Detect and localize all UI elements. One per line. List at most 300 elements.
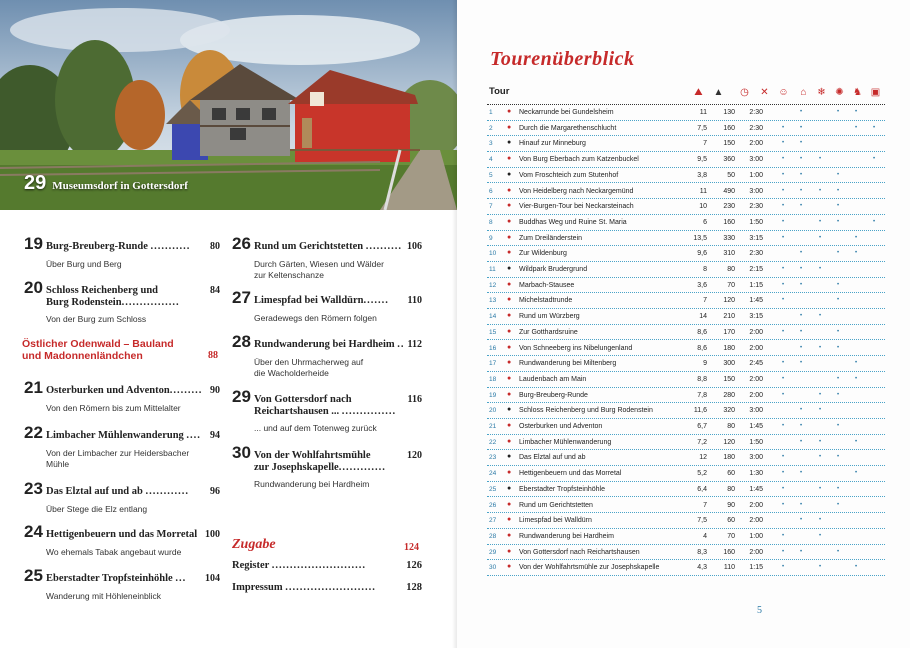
tour-number: 18 <box>489 375 497 383</box>
toc-subtitle: Wo ehemals Tabak angebaut wurde <box>46 547 182 557</box>
tour-name: Zum Dreiländerstein <box>519 234 583 242</box>
tour-name: Von Schneeberg ins Nibelungenland <box>519 344 633 352</box>
tour-row[interactable] <box>487 419 885 435</box>
feature-marker: • <box>819 156 822 163</box>
tour-row[interactable] <box>487 513 885 529</box>
toc-page: 90 <box>210 385 220 396</box>
feature-marker: • <box>800 407 803 414</box>
feature-marker: • <box>837 297 840 304</box>
feature-marker: • <box>800 328 803 335</box>
feature-marker: • <box>782 564 785 571</box>
tour-duration: 3:00 <box>749 407 763 415</box>
appendix-impressum[interactable]: Impressum ......................... 128 <box>232 582 422 593</box>
tour-number: 2 <box>489 124 493 132</box>
tour-elevation: 70 <box>727 532 735 540</box>
toc-number: 25 <box>24 566 43 585</box>
feature-marker: • <box>782 485 785 492</box>
tour-name: Buddhas Weg und Ruine St. Maria <box>519 218 627 226</box>
difficulty-bullet: ● <box>507 155 512 163</box>
difficulty-bullet: ● <box>507 359 512 367</box>
tour-duration: 2:00 <box>749 517 763 525</box>
tour-elevation: 60 <box>727 517 735 525</box>
tour-elevation: 160 <box>723 218 735 226</box>
feature-marker: • <box>819 407 822 414</box>
tour-distance: 7,2 <box>697 438 707 446</box>
tour-row[interactable] <box>487 529 885 545</box>
toc-title: Das Elztal auf und ab ............ <box>46 486 189 497</box>
toc-number: 26 <box>232 234 251 253</box>
tour-number: 26 <box>489 501 497 509</box>
feature-marker: • <box>837 218 840 225</box>
toc-subtitle: Durch Gärten, Wiesen und Wälder zur Keltenschanze <box>254 259 384 280</box>
feature-marker: • <box>800 313 803 320</box>
tour-duration: 2:00 <box>749 391 763 399</box>
tour-row[interactable] <box>487 498 885 514</box>
toc-page: 106 <box>407 241 422 252</box>
tour-number: 5 <box>489 171 493 179</box>
toc-entry-26[interactable] <box>232 234 422 281</box>
tour-duration: 1:30 <box>749 470 763 478</box>
feature-marker: • <box>855 438 858 445</box>
photo-caption <box>24 172 188 195</box>
tour-duration: 3:15 <box>749 313 763 321</box>
toc-entry-27[interactable] <box>232 288 422 324</box>
tour-row[interactable] <box>487 262 885 278</box>
tour-number: 30 <box>489 564 497 572</box>
difficulty-bullet: ● <box>507 500 512 508</box>
toc-entry-19[interactable] <box>24 234 220 270</box>
tour-distance: 3,6 <box>697 281 707 289</box>
tour-distance: 9,5 <box>697 156 707 164</box>
tour-row[interactable] <box>487 450 885 466</box>
feature-marker: • <box>800 423 803 429</box>
tour-row[interactable] <box>487 560 885 576</box>
toc-page: 84 <box>210 285 220 296</box>
tour-name: Eberstadter Tropfsteinhöhle <box>519 485 605 493</box>
feature-marker: • <box>800 124 803 131</box>
photo-tour-number: 29 <box>24 172 47 194</box>
feature-marker: • <box>782 140 785 147</box>
feature-marker: • <box>837 454 840 461</box>
difficulty-bullet: ● <box>507 249 512 257</box>
tour-elevation: 300 <box>723 360 735 368</box>
feature-marker: • <box>819 391 822 398</box>
tour-number: 19 <box>489 391 497 399</box>
difficulty-bullet: ● <box>507 390 512 398</box>
toc-page: 80 <box>210 241 220 252</box>
toc-subtitle: ... und auf dem Totenweg zurück <box>254 423 377 433</box>
toc-subtitle: Rundwanderung bei Hardheim <box>254 479 370 489</box>
section-heading: Östlicher Odenwald – Bauland und Madonnenländchen 88 <box>22 338 218 362</box>
tour-row[interactable] <box>487 293 885 309</box>
feature-marker: • <box>800 470 803 477</box>
feature-marker: • <box>873 124 876 131</box>
difficulty-bullet: ● <box>507 343 512 351</box>
feature-marker: • <box>800 266 803 272</box>
tour-number: 17 <box>489 360 497 368</box>
toc-number: 24 <box>24 522 43 541</box>
feature-marker: • <box>855 470 858 477</box>
tour-distance: 8,3 <box>697 548 707 556</box>
tour-duration: 1:45 <box>749 297 763 305</box>
tour-duration: 2:30 <box>749 109 763 116</box>
tour-duration: 3:15 <box>749 234 763 242</box>
feature-marker: • <box>819 218 822 225</box>
feature-marker: • <box>782 328 785 335</box>
tour-duration: 2:45 <box>749 360 763 368</box>
tour-distance: 9 <box>703 360 707 368</box>
tour-number: 13 <box>489 297 497 305</box>
tour-column-label: Tour <box>489 86 510 97</box>
tour-number: 3 <box>489 140 493 148</box>
toc-subtitle: Von der Burg zum Schloss <box>46 314 147 324</box>
tour-number: 12 <box>489 281 497 289</box>
tour-name: Hinauf zur Minneburg <box>519 140 586 148</box>
tour-number: 4 <box>489 156 493 164</box>
tour-name: Rundwanderung bei Miltenberg <box>519 360 617 368</box>
difficulty-bullet: ● <box>507 469 512 477</box>
tour-number: 28 <box>489 532 497 540</box>
tour-name: Vier-Burgen-Tour bei Neckarsteinach <box>519 203 634 211</box>
feature-marker: • <box>782 124 785 131</box>
feature-marker: • <box>800 203 803 210</box>
tour-elevation: 150 <box>723 140 735 148</box>
feature-marker: • <box>837 187 840 194</box>
tour-duration: 2:00 <box>749 501 763 509</box>
tour-name: Rund um Gerichtstetten <box>519 501 593 509</box>
horse-icon: ♞ <box>853 86 862 98</box>
tour-duration: 2:15 <box>749 266 763 273</box>
tour-elevation: 160 <box>723 124 735 132</box>
feature-marker: • <box>855 109 858 115</box>
tour-name: Neckarrunde bei Gundelsheim <box>519 109 614 116</box>
photo-caption-text: Museumsdorf in Gottersdorf <box>52 180 188 192</box>
feature-marker: • <box>800 109 803 115</box>
tour-elevation: 170 <box>723 328 735 336</box>
toc-subtitle: Geradewegs den Römern folgen <box>254 313 377 323</box>
feature-marker: • <box>819 344 822 351</box>
tour-distance: 6,7 <box>697 423 707 430</box>
tour-row[interactable] <box>487 341 885 357</box>
tour-number: 7 <box>489 203 493 211</box>
tour-elevation: 90 <box>727 501 735 509</box>
toc-page: 112 <box>407 339 422 350</box>
tour-name: Zur Wildenburg <box>519 250 567 258</box>
feature-marker: • <box>873 218 876 225</box>
toc-entry-28[interactable] <box>232 332 422 379</box>
tour-distance: 12 <box>699 454 707 462</box>
toc-number: 29 <box>232 387 251 406</box>
tour-name: Rund um Würzberg <box>519 313 580 321</box>
tour-duration: 1:15 <box>749 281 763 289</box>
tour-elevation: 120 <box>723 438 735 446</box>
feature-marker: • <box>837 281 840 288</box>
zugabe-heading: Zugabe <box>232 537 276 552</box>
feature-marker: • <box>800 438 803 445</box>
zugabe-page: 124 <box>404 542 419 553</box>
tour-elevation: 280 <box>723 391 735 399</box>
tour-row[interactable] <box>487 184 885 200</box>
tour-duration: 3:00 <box>749 156 763 164</box>
difficulty-bullet: ● <box>507 422 512 429</box>
tour-distance: 11,6 <box>693 407 707 415</box>
toc-subtitle: Über Burg und Berg <box>46 259 122 269</box>
feature-marker: • <box>782 203 785 210</box>
feature-marker: • <box>782 218 785 225</box>
tour-duration: 1:45 <box>749 485 763 493</box>
toc-page: 104 <box>205 573 220 584</box>
tour-row[interactable] <box>487 121 885 137</box>
feature-marker: • <box>837 423 840 429</box>
feature-marker: • <box>782 234 785 241</box>
tour-number: 1 <box>489 109 493 116</box>
tour-distance: 13,5 <box>693 234 707 242</box>
tour-row[interactable] <box>487 199 885 215</box>
tour-elevation: 330 <box>723 234 735 242</box>
tour-distance: 8,6 <box>697 328 707 336</box>
toc-title: Schloss Reichenberg und Burg Rodenstein................ <box>46 285 180 308</box>
difficulty-bullet: ● <box>507 170 512 178</box>
bus-icon: ▣ <box>870 86 881 98</box>
tour-name: Von Gottersdorf nach Reichartshausen <box>519 548 640 556</box>
toc-number: 22 <box>24 423 43 442</box>
toc-number: 30 <box>232 443 251 462</box>
tour-distance: 7,8 <box>697 391 707 399</box>
tour-distance: 7,5 <box>697 124 707 132</box>
toc-number: 19 <box>24 234 43 253</box>
tour-distance: 4,3 <box>697 564 707 572</box>
tour-number: 15 <box>489 328 497 336</box>
difficulty-bullet: ● <box>507 312 512 320</box>
difficulty-bullet: ● <box>507 484 512 492</box>
museum-icon: ⌂ <box>800 86 807 98</box>
toc-title: Rundwanderung bei Hardheim .. <box>254 339 405 350</box>
toc-title: Limespfad bei Walldürn....... <box>254 295 389 306</box>
toc-number: 27 <box>232 288 251 307</box>
toc-subtitle: Von den Römern bis zum Mittelalter <box>46 403 181 413</box>
feature-marker: • <box>800 548 803 555</box>
feature-marker: • <box>837 391 840 398</box>
tour-elevation: 80 <box>727 423 735 430</box>
tour-row[interactable] <box>487 545 885 561</box>
feature-marker: • <box>837 328 840 335</box>
tour-elevation: 110 <box>723 564 735 572</box>
tour-elevation: 80 <box>727 485 735 493</box>
tour-elevation: 210 <box>723 313 735 321</box>
tour-name: Wildpark Brudergrund <box>519 266 588 273</box>
tour-number: 8 <box>489 218 493 226</box>
toc-entry-20[interactable] <box>24 278 220 325</box>
tour-row[interactable] <box>487 482 885 498</box>
tour-number: 6 <box>489 187 493 195</box>
tour-row[interactable] <box>487 168 885 184</box>
toc-entry-30[interactable] <box>232 443 422 490</box>
toc-entry-21[interactable] <box>24 378 220 414</box>
appendix-register[interactable]: Register .......................... 126 <box>232 560 422 571</box>
toc-title: Eberstadter Tropfsteinhöhle ... <box>46 573 187 584</box>
tour-duration: 1:50 <box>749 438 763 446</box>
tour-row[interactable] <box>487 152 885 168</box>
tour-elevation: 70 <box>727 281 735 289</box>
toc-entry-25[interactable] <box>24 566 220 602</box>
tour-elevation: 150 <box>723 375 735 383</box>
feature-marker: • <box>837 375 840 382</box>
village-photo <box>0 0 457 210</box>
difficulty-bullet: ● <box>507 217 512 225</box>
feature-marker: • <box>782 423 785 429</box>
feature-marker: • <box>819 266 822 272</box>
toc-page: 116 <box>407 394 422 405</box>
feature-marker: • <box>837 501 840 508</box>
tour-duration: 1:50 <box>749 218 763 226</box>
tour-row[interactable] <box>487 105 885 121</box>
difficulty-bullet: ● <box>507 453 512 461</box>
tour-name: Schloss Reichenberg und Burg Rodenstein <box>519 407 653 415</box>
feature-marker: • <box>800 250 803 257</box>
tour-elevation: 120 <box>723 297 735 305</box>
tour-name: Rundwanderung bei Hardheim <box>519 532 614 540</box>
tour-number: 14 <box>489 313 497 321</box>
tour-duration: 3:00 <box>749 187 763 195</box>
tour-distance: 5,2 <box>697 470 707 478</box>
toc-entry-24[interactable] <box>24 522 220 558</box>
tour-row[interactable] <box>487 356 885 372</box>
tour-row[interactable] <box>487 215 885 231</box>
feature-marker: • <box>782 548 785 555</box>
tour-number: 10 <box>489 250 497 258</box>
feature-marker: • <box>819 313 822 320</box>
tour-distance: 14 <box>699 313 707 321</box>
tour-distance: 11 <box>699 187 707 195</box>
toc-number: 21 <box>24 378 43 397</box>
tour-elevation: 360 <box>723 156 735 164</box>
smiley-icon: ☺ <box>778 86 789 98</box>
tour-duration: 2:30 <box>749 203 763 211</box>
difficulty-bullet: ● <box>507 406 512 414</box>
tour-name: Das Elztal auf und ab <box>519 454 586 462</box>
toc-title: Limbacher Mühlenwanderung .... <box>46 430 201 441</box>
feature-marker: • <box>855 375 858 382</box>
tour-elevation: 310 <box>723 250 735 258</box>
tour-number: 11 <box>489 266 496 273</box>
difficulty-bullet: ● <box>507 563 512 571</box>
feature-marker: • <box>800 501 803 508</box>
feature-marker: • <box>837 250 840 257</box>
tour-row[interactable] <box>487 435 885 451</box>
tour-number: 24 <box>489 470 497 478</box>
feature-marker: • <box>873 156 876 163</box>
tour-row[interactable] <box>487 278 885 294</box>
tour-name: Limespfad bei Walldürn <box>519 517 592 525</box>
difficulty-bullet: ● <box>507 296 512 304</box>
hiker-icon: ⛰ <box>694 86 703 98</box>
feature-marker: • <box>782 266 785 272</box>
section-page: 88 <box>208 350 218 361</box>
feature-marker: • <box>782 281 785 288</box>
tour-elevation: 490 <box>723 187 735 195</box>
difficulty-bullet: ● <box>507 437 512 445</box>
feature-marker: • <box>855 564 858 571</box>
tour-duration: 2:30 <box>749 124 763 132</box>
tour-elevation: 320 <box>723 407 735 415</box>
tour-duration: 2:00 <box>749 140 763 148</box>
tour-duration: 1:00 <box>749 171 763 179</box>
tour-row[interactable] <box>487 246 885 262</box>
tour-row[interactable] <box>487 372 885 388</box>
tour-name: Von Burg Eberbach zum Katzenbuckel <box>519 156 639 164</box>
tour-row[interactable] <box>487 325 885 341</box>
feature-marker: • <box>819 454 822 461</box>
tour-name: Zur Gotthardsruine <box>519 328 578 336</box>
toc-number: 28 <box>232 332 251 351</box>
tour-row[interactable] <box>487 466 885 482</box>
tour-distance: 3,8 <box>697 171 707 179</box>
feature-marker: • <box>819 438 822 445</box>
toc-subtitle: Über Stege die Elz entlang <box>46 504 148 514</box>
cutlery-icon: ✕ <box>760 86 769 98</box>
tour-elevation: 230 <box>723 203 735 211</box>
toc-entry-22[interactable] <box>24 423 220 470</box>
tour-duration: 1:00 <box>749 532 763 540</box>
tour-row[interactable] <box>487 403 885 419</box>
feature-marker: • <box>782 470 785 477</box>
feature-marker: • <box>819 234 822 241</box>
difficulty-bullet: ● <box>507 265 512 272</box>
difficulty-bullet: ● <box>507 547 512 555</box>
difficulty-bullet: ● <box>507 233 512 241</box>
feature-marker: • <box>782 375 785 382</box>
feature-marker: • <box>782 532 785 539</box>
toc-subtitle: Wanderung mit Höhleneinblick <box>46 591 161 601</box>
tour-elevation: 130 <box>723 109 735 116</box>
toc-page: 96 <box>210 486 220 497</box>
toc-entry-23[interactable] <box>24 479 220 515</box>
toc-title: Von Gottersdorf nach Reichartshausen ... ............... <box>254 394 397 417</box>
tour-elevation: 50 <box>727 171 735 179</box>
toc-title: Hettigenbeuern und das Morretal <box>46 529 198 540</box>
tour-name: Limbacher Mühlenwanderung <box>519 438 612 446</box>
toc-title: Osterburken und Adventon......... <box>46 385 203 396</box>
feature-marker: • <box>782 501 785 508</box>
toc-page: 110 <box>407 295 422 306</box>
sun-icon: ✺ <box>835 86 844 98</box>
tour-distance: 6,4 <box>697 485 707 493</box>
tour-name: Marbach-Stausee <box>519 281 575 289</box>
tour-number: 29 <box>489 548 497 556</box>
tour-row[interactable] <box>487 309 885 325</box>
feature-marker: • <box>782 187 785 194</box>
tour-elevation: 80 <box>727 266 735 273</box>
tour-row[interactable] <box>487 136 885 152</box>
difficulty-bullet: ● <box>507 108 512 115</box>
feature-marker: • <box>837 344 840 351</box>
toc-page: 100 <box>205 529 220 540</box>
tour-number: 22 <box>489 438 497 446</box>
tour-name: Laudenbach am Main <box>519 375 587 383</box>
feature-marker: • <box>782 391 785 398</box>
feature-marker: • <box>837 171 840 178</box>
tour-number: 27 <box>489 517 497 525</box>
tour-row[interactable] <box>487 231 885 247</box>
tour-distance: 7 <box>703 501 707 509</box>
mountain-icon: ▲ <box>713 86 724 98</box>
toc-entry-29[interactable] <box>232 387 422 434</box>
tour-distance: 7 <box>703 140 707 148</box>
tour-row[interactable] <box>487 388 885 404</box>
tour-overview-title: Tourenüberblick <box>490 48 635 70</box>
toc-subtitle: Über den Uhrmacherweg auf die Wacholderheide <box>254 357 364 378</box>
tour-number: 25 <box>489 485 497 493</box>
